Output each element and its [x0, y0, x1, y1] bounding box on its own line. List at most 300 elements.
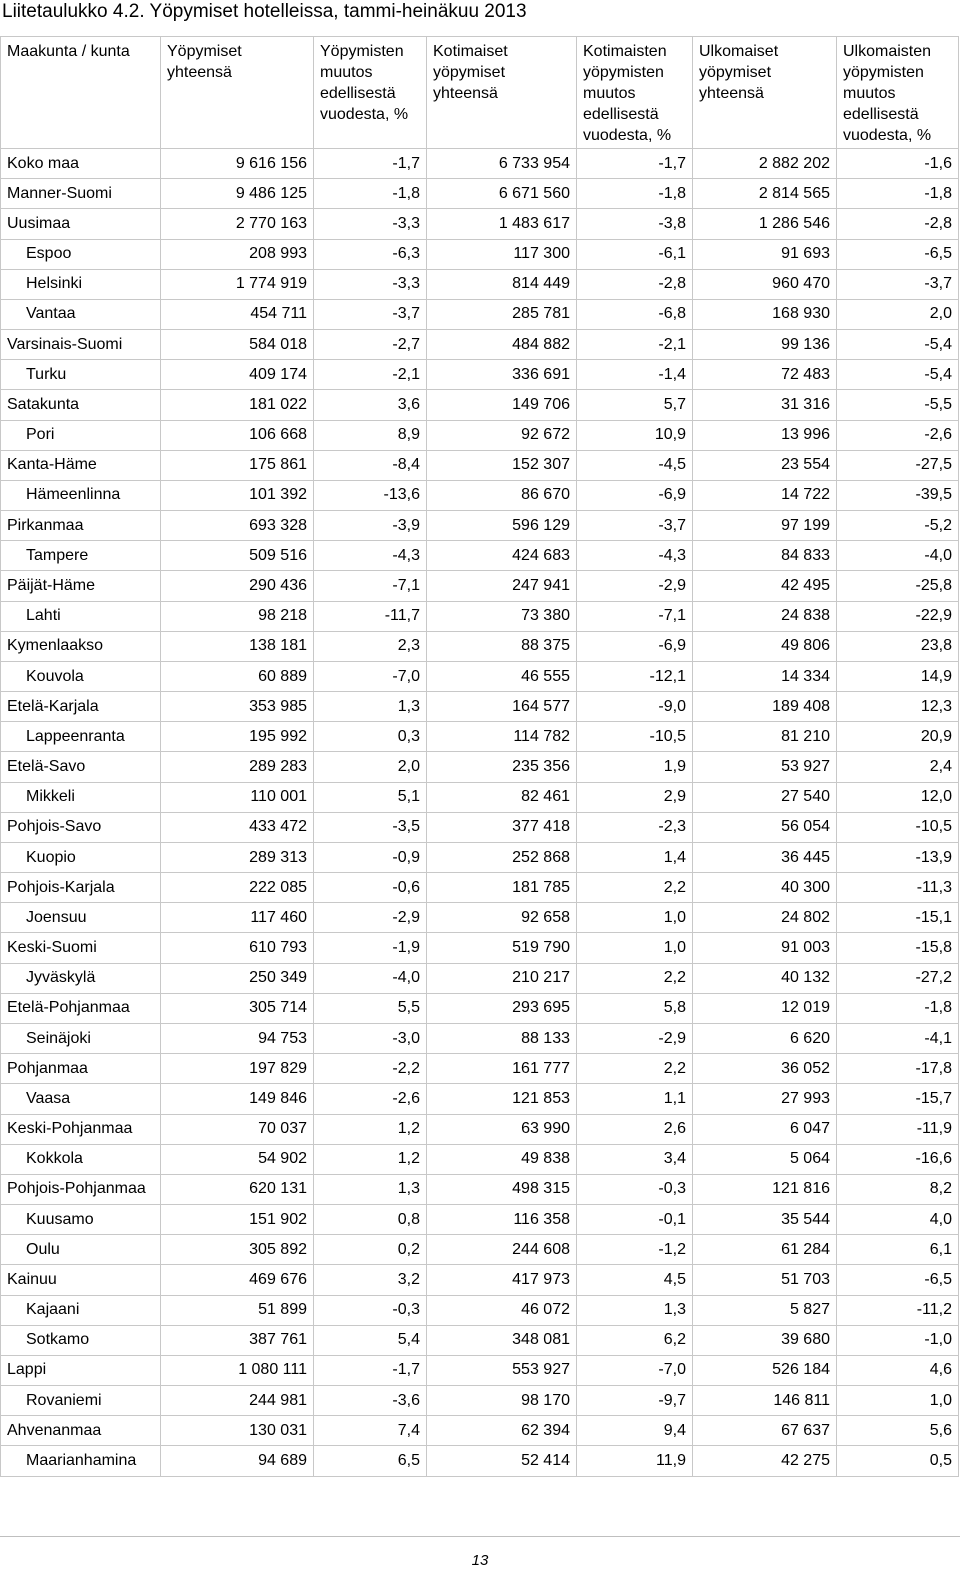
total-change-cell: -2,1 — [314, 360, 427, 390]
foreign-nights-cell: 2 882 202 — [693, 149, 837, 179]
foreign-nights-cell: 67 637 — [693, 1416, 837, 1446]
domestic-nights-cell: 63 990 — [427, 1114, 577, 1144]
region-name-cell: Uusimaa — [1, 209, 161, 239]
foreign-nights-cell: 5 064 — [693, 1144, 837, 1174]
table-row — [1, 1174, 959, 1204]
domestic-change-cell: -1,8 — [577, 179, 693, 209]
domestic-change-cell: -6,1 — [577, 239, 693, 269]
domestic-nights-cell: 62 394 — [427, 1416, 577, 1446]
page-number: 13 — [471, 1552, 489, 1569]
foreign-nights-cell: 40 132 — [693, 963, 837, 993]
table-row — [1, 1295, 959, 1325]
table-row — [1, 390, 959, 420]
foreign-nights-cell: 1 286 546 — [693, 209, 837, 239]
domestic-nights-cell: 336 691 — [427, 360, 577, 390]
domestic-nights-cell: 152 307 — [427, 450, 577, 480]
total-nights-cell: 101 392 — [161, 480, 314, 510]
total-change-cell: -3,0 — [314, 1023, 427, 1053]
domestic-change-cell: -0,3 — [577, 1174, 693, 1204]
foreign-nights-cell: 91 003 — [693, 933, 837, 963]
total-nights-cell: 290 436 — [161, 571, 314, 601]
region-name-cell: Pirkanmaa — [1, 511, 161, 541]
region-name-cell: Tampere — [1, 541, 161, 571]
total-nights-cell: 409 174 — [161, 360, 314, 390]
total-change-cell: -1,9 — [314, 933, 427, 963]
total-nights-cell: 106 668 — [161, 420, 314, 450]
foreign-nights-cell: 146 811 — [693, 1386, 837, 1416]
domestic-nights-cell: 88 375 — [427, 631, 577, 661]
domestic-nights-cell: 348 081 — [427, 1325, 577, 1355]
domestic-change-cell: -1,4 — [577, 360, 693, 390]
domestic-nights-cell: 116 358 — [427, 1205, 577, 1235]
region-name-cell: Etelä-Pohjanmaa — [1, 993, 161, 1023]
total-nights-cell: 130 031 — [161, 1416, 314, 1446]
foreign-change-cell: -3,7 — [837, 269, 959, 299]
total-nights-cell: 289 313 — [161, 842, 314, 872]
domestic-change-cell: 2,9 — [577, 782, 693, 812]
foreign-change-cell: 1,0 — [837, 1386, 959, 1416]
domestic-change-cell: -2,8 — [577, 269, 693, 299]
total-change-cell: -13,6 — [314, 480, 427, 510]
total-nights-cell: 584 018 — [161, 330, 314, 360]
region-name-cell: Lappi — [1, 1355, 161, 1385]
region-name-cell: Kajaani — [1, 1295, 161, 1325]
total-nights-cell: 1 774 919 — [161, 269, 314, 299]
domestic-nights-cell: 49 838 — [427, 1144, 577, 1174]
domestic-change-cell: -2,9 — [577, 571, 693, 601]
table-row — [1, 661, 959, 691]
column-header-total-change: Yöpymisten muutos edellisestä vuodesta, % — [314, 37, 427, 149]
total-nights-cell: 469 676 — [161, 1265, 314, 1295]
total-nights-cell: 51 899 — [161, 1295, 314, 1325]
table-row — [1, 450, 959, 480]
domestic-nights-cell: 92 672 — [427, 420, 577, 450]
total-nights-cell: 305 892 — [161, 1235, 314, 1265]
region-name-cell: Kymenlaakso — [1, 631, 161, 661]
domestic-change-cell: -4,3 — [577, 541, 693, 571]
total-change-cell: -3,5 — [314, 812, 427, 842]
foreign-change-cell: -39,5 — [837, 480, 959, 510]
foreign-nights-cell: 5 827 — [693, 1295, 837, 1325]
foreign-change-cell: -2,8 — [837, 209, 959, 239]
domestic-change-cell: 2,6 — [577, 1114, 693, 1144]
total-nights-cell: 117 460 — [161, 903, 314, 933]
region-name-cell: Lappeenranta — [1, 722, 161, 752]
table-row — [1, 1114, 959, 1144]
domestic-change-cell: -2,3 — [577, 812, 693, 842]
region-name-cell: Lahti — [1, 601, 161, 631]
region-name-cell: Espoo — [1, 239, 161, 269]
domestic-change-cell: -10,5 — [577, 722, 693, 752]
total-change-cell: -0,3 — [314, 1295, 427, 1325]
total-change-cell: -4,0 — [314, 963, 427, 993]
total-nights-cell: 305 714 — [161, 993, 314, 1023]
region-name-cell: Rovaniemi — [1, 1386, 161, 1416]
foreign-change-cell: -5,5 — [837, 390, 959, 420]
domestic-change-cell: -1,2 — [577, 1235, 693, 1265]
table-row — [1, 541, 959, 571]
foreign-nights-cell: 84 833 — [693, 541, 837, 571]
table-row — [1, 1144, 959, 1174]
table-row — [1, 1084, 959, 1114]
foreign-change-cell: -4,1 — [837, 1023, 959, 1053]
region-name-cell: Mikkeli — [1, 782, 161, 812]
region-name-cell: Kokkola — [1, 1144, 161, 1174]
table-row — [1, 1235, 959, 1265]
foreign-change-cell: 5,6 — [837, 1416, 959, 1446]
total-change-cell: -2,9 — [314, 903, 427, 933]
total-nights-cell: 181 022 — [161, 390, 314, 420]
total-nights-cell: 175 861 — [161, 450, 314, 480]
domestic-nights-cell: 117 300 — [427, 239, 577, 269]
foreign-nights-cell: 99 136 — [693, 330, 837, 360]
region-name-cell: Kainuu — [1, 1265, 161, 1295]
region-name-cell: Varsinais-Suomi — [1, 330, 161, 360]
total-change-cell: 1,2 — [314, 1144, 427, 1174]
total-change-cell: 1,3 — [314, 1174, 427, 1204]
total-nights-cell: 289 283 — [161, 752, 314, 782]
total-change-cell: 5,1 — [314, 782, 427, 812]
foreign-nights-cell: 2 814 565 — [693, 179, 837, 209]
foreign-change-cell: -5,4 — [837, 330, 959, 360]
foreign-nights-cell: 121 816 — [693, 1174, 837, 1204]
foreign-change-cell: -13,9 — [837, 842, 959, 872]
domestic-nights-cell: 121 853 — [427, 1084, 577, 1114]
foreign-change-cell: -5,2 — [837, 511, 959, 541]
foreign-change-cell: -27,2 — [837, 963, 959, 993]
region-name-cell: Satakunta — [1, 390, 161, 420]
domestic-change-cell: 11,9 — [577, 1446, 693, 1477]
foreign-change-cell: 2,4 — [837, 752, 959, 782]
table-row — [1, 239, 959, 269]
foreign-nights-cell: 42 495 — [693, 571, 837, 601]
domestic-nights-cell: 235 356 — [427, 752, 577, 782]
foreign-nights-cell: 40 300 — [693, 873, 837, 903]
region-name-cell: Pohjois-Savo — [1, 812, 161, 842]
domestic-nights-cell: 244 608 — [427, 1235, 577, 1265]
table-row — [1, 179, 959, 209]
total-nights-cell: 208 993 — [161, 239, 314, 269]
domestic-change-cell: -1,7 — [577, 149, 693, 179]
domestic-nights-cell: 92 658 — [427, 903, 577, 933]
table-row — [1, 722, 959, 752]
foreign-change-cell: 0,5 — [837, 1446, 959, 1477]
foreign-nights-cell: 24 838 — [693, 601, 837, 631]
region-name-cell: Keski-Pohjanmaa — [1, 1114, 161, 1144]
domestic-change-cell: 1,1 — [577, 1084, 693, 1114]
column-header-region: Maakunta / kunta — [1, 37, 161, 149]
total-nights-cell: 1 080 111 — [161, 1355, 314, 1385]
region-name-cell: Koko maa — [1, 149, 161, 179]
foreign-nights-cell: 56 054 — [693, 812, 837, 842]
region-name-cell: Vaasa — [1, 1084, 161, 1114]
region-name-cell: Manner-Suomi — [1, 179, 161, 209]
foreign-change-cell: -10,5 — [837, 812, 959, 842]
foreign-change-cell: -27,5 — [837, 450, 959, 480]
table-row — [1, 149, 959, 179]
foreign-nights-cell: 97 199 — [693, 511, 837, 541]
column-header-foreign-nights: Ulkomaiset yöpymiset yhteensä — [693, 37, 837, 149]
table-row — [1, 1446, 959, 1477]
total-change-cell: -1,8 — [314, 179, 427, 209]
table-row — [1, 511, 959, 541]
foreign-change-cell: -5,4 — [837, 360, 959, 390]
region-name-cell: Kanta-Häme — [1, 450, 161, 480]
table-row — [1, 269, 959, 299]
foreign-nights-cell: 960 470 — [693, 269, 837, 299]
total-nights-cell: 387 761 — [161, 1325, 314, 1355]
total-change-cell: -11,7 — [314, 601, 427, 631]
domestic-change-cell: 5,8 — [577, 993, 693, 1023]
foreign-nights-cell: 14 334 — [693, 661, 837, 691]
domestic-nights-cell: 161 777 — [427, 1054, 577, 1084]
table-row — [1, 1265, 959, 1295]
total-change-cell: 1,2 — [314, 1114, 427, 1144]
domestic-change-cell: 1,3 — [577, 1295, 693, 1325]
total-nights-cell: 610 793 — [161, 933, 314, 963]
domestic-nights-cell: 417 973 — [427, 1265, 577, 1295]
foreign-change-cell: 2,0 — [837, 299, 959, 329]
foreign-change-cell: -2,6 — [837, 420, 959, 450]
foreign-change-cell: -11,3 — [837, 873, 959, 903]
table-row — [1, 842, 959, 872]
total-change-cell: 7,4 — [314, 1416, 427, 1446]
region-name-cell: Kouvola — [1, 661, 161, 691]
total-nights-cell: 250 349 — [161, 963, 314, 993]
total-nights-cell: 509 516 — [161, 541, 314, 571]
total-change-cell: -1,7 — [314, 1355, 427, 1385]
domestic-nights-cell: 149 706 — [427, 390, 577, 420]
total-change-cell: 6,5 — [314, 1446, 427, 1477]
table-row — [1, 1325, 959, 1355]
domestic-nights-cell: 519 790 — [427, 933, 577, 963]
foreign-nights-cell: 91 693 — [693, 239, 837, 269]
foreign-change-cell: -1,6 — [837, 149, 959, 179]
domestic-change-cell: -3,7 — [577, 511, 693, 541]
domestic-nights-cell: 88 133 — [427, 1023, 577, 1053]
foreign-nights-cell: 81 210 — [693, 722, 837, 752]
total-change-cell: -6,3 — [314, 239, 427, 269]
region-name-cell: Turku — [1, 360, 161, 390]
foreign-change-cell: -1,8 — [837, 179, 959, 209]
domestic-change-cell: 4,5 — [577, 1265, 693, 1295]
domestic-change-cell: 5,7 — [577, 390, 693, 420]
foreign-change-cell: 12,3 — [837, 692, 959, 722]
table-row — [1, 812, 959, 842]
domestic-nights-cell: 73 380 — [427, 601, 577, 631]
domestic-change-cell: -0,1 — [577, 1205, 693, 1235]
total-nights-cell: 433 472 — [161, 812, 314, 842]
table-row — [1, 1205, 959, 1235]
foreign-change-cell: 8,2 — [837, 1174, 959, 1204]
foreign-nights-cell: 526 184 — [693, 1355, 837, 1385]
foreign-change-cell: -6,5 — [837, 1265, 959, 1295]
table-row — [1, 330, 959, 360]
foreign-nights-cell: 6 047 — [693, 1114, 837, 1144]
total-nights-cell: 353 985 — [161, 692, 314, 722]
domestic-change-cell: 6,2 — [577, 1325, 693, 1355]
foreign-nights-cell: 36 052 — [693, 1054, 837, 1084]
total-nights-cell: 110 001 — [161, 782, 314, 812]
foreign-nights-cell: 189 408 — [693, 692, 837, 722]
table-row — [1, 601, 959, 631]
foreign-nights-cell: 49 806 — [693, 631, 837, 661]
domestic-nights-cell: 293 695 — [427, 993, 577, 1023]
foreign-nights-cell: 27 993 — [693, 1084, 837, 1114]
total-nights-cell: 138 181 — [161, 631, 314, 661]
domestic-change-cell: -7,0 — [577, 1355, 693, 1385]
table-header-row — [1, 37, 959, 149]
total-nights-cell: 149 846 — [161, 1084, 314, 1114]
total-nights-cell: 94 689 — [161, 1446, 314, 1477]
region-name-cell: Pori — [1, 420, 161, 450]
region-name-cell: Päijät-Häme — [1, 571, 161, 601]
domestic-nights-cell: 498 315 — [427, 1174, 577, 1204]
total-nights-cell: 151 902 — [161, 1205, 314, 1235]
domestic-nights-cell: 6 671 560 — [427, 179, 577, 209]
total-change-cell: 1,3 — [314, 692, 427, 722]
domestic-nights-cell: 377 418 — [427, 812, 577, 842]
domestic-nights-cell: 6 733 954 — [427, 149, 577, 179]
domestic-change-cell: 2,2 — [577, 873, 693, 903]
domestic-change-cell: -6,9 — [577, 480, 693, 510]
total-nights-cell: 693 328 — [161, 511, 314, 541]
domestic-change-cell: 1,4 — [577, 842, 693, 872]
domestic-nights-cell: 181 785 — [427, 873, 577, 903]
region-name-cell: Kuusamo — [1, 1205, 161, 1235]
domestic-change-cell: -9,0 — [577, 692, 693, 722]
foreign-change-cell: 14,9 — [837, 661, 959, 691]
domestic-change-cell: -4,5 — [577, 450, 693, 480]
domestic-nights-cell: 553 927 — [427, 1355, 577, 1385]
domestic-change-cell: -6,9 — [577, 631, 693, 661]
domestic-change-cell: 1,0 — [577, 933, 693, 963]
region-name-cell: Pohjanmaa — [1, 1054, 161, 1084]
total-nights-cell: 70 037 — [161, 1114, 314, 1144]
foreign-nights-cell: 61 284 — [693, 1235, 837, 1265]
foreign-change-cell: 4,0 — [837, 1205, 959, 1235]
region-name-cell: Sotkamo — [1, 1325, 161, 1355]
domestic-change-cell: 1,0 — [577, 903, 693, 933]
region-name-cell: Seinäjoki — [1, 1023, 161, 1053]
table-row — [1, 782, 959, 812]
region-name-cell: Maarianhamina — [1, 1446, 161, 1477]
foreign-change-cell: -11,2 — [837, 1295, 959, 1325]
foreign-change-cell: -22,9 — [837, 601, 959, 631]
domestic-change-cell: -2,1 — [577, 330, 693, 360]
table-row — [1, 903, 959, 933]
total-change-cell: -1,7 — [314, 149, 427, 179]
table-row — [1, 1023, 959, 1053]
table-row — [1, 631, 959, 661]
table-row — [1, 1355, 959, 1385]
domestic-nights-cell: 82 461 — [427, 782, 577, 812]
region-name-cell: Pohjois-Pohjanmaa — [1, 1174, 161, 1204]
foreign-nights-cell: 6 620 — [693, 1023, 837, 1053]
column-header-foreign-change: Ulkomaisten yöpymisten muutos edellisestä vuodesta, % — [837, 37, 959, 149]
total-change-cell: -3,9 — [314, 511, 427, 541]
foreign-nights-cell: 36 445 — [693, 842, 837, 872]
table-row — [1, 993, 959, 1023]
foreign-nights-cell: 23 554 — [693, 450, 837, 480]
table-row — [1, 571, 959, 601]
domestic-change-cell: -6,8 — [577, 299, 693, 329]
total-change-cell: -3,3 — [314, 269, 427, 299]
table-row — [1, 1386, 959, 1416]
table-row — [1, 752, 959, 782]
total-change-cell: 2,3 — [314, 631, 427, 661]
domestic-change-cell: 2,2 — [577, 963, 693, 993]
region-name-cell: Ahvenanmaa — [1, 1416, 161, 1446]
total-change-cell: -7,0 — [314, 661, 427, 691]
domestic-nights-cell: 252 868 — [427, 842, 577, 872]
foreign-change-cell: -16,6 — [837, 1144, 959, 1174]
domestic-nights-cell: 1 483 617 — [427, 209, 577, 239]
foreign-nights-cell: 31 316 — [693, 390, 837, 420]
foreign-change-cell: 6,1 — [837, 1235, 959, 1265]
foreign-nights-cell: 24 802 — [693, 903, 837, 933]
table-row — [1, 933, 959, 963]
total-nights-cell: 2 770 163 — [161, 209, 314, 239]
domestic-nights-cell: 596 129 — [427, 511, 577, 541]
statistics-table — [0, 36, 959, 1477]
total-change-cell: -3,7 — [314, 299, 427, 329]
domestic-nights-cell: 484 882 — [427, 330, 577, 360]
foreign-change-cell: -17,8 — [837, 1054, 959, 1084]
domestic-nights-cell: 114 782 — [427, 722, 577, 752]
table-row — [1, 299, 959, 329]
foreign-change-cell: -1,8 — [837, 993, 959, 1023]
foreign-change-cell: -11,9 — [837, 1114, 959, 1144]
total-nights-cell: 98 218 — [161, 601, 314, 631]
foreign-nights-cell: 12 019 — [693, 993, 837, 1023]
total-change-cell: -3,6 — [314, 1386, 427, 1416]
domestic-nights-cell: 814 449 — [427, 269, 577, 299]
foreign-nights-cell: 53 927 — [693, 752, 837, 782]
domestic-nights-cell: 46 072 — [427, 1295, 577, 1325]
foreign-nights-cell: 72 483 — [693, 360, 837, 390]
total-change-cell: -0,6 — [314, 873, 427, 903]
total-change-cell: 5,4 — [314, 1325, 427, 1355]
foreign-change-cell: -15,8 — [837, 933, 959, 963]
total-nights-cell: 9 616 156 — [161, 149, 314, 179]
domestic-nights-cell: 86 670 — [427, 480, 577, 510]
domestic-nights-cell: 247 941 — [427, 571, 577, 601]
total-change-cell: -8,4 — [314, 450, 427, 480]
total-change-cell: -3,3 — [314, 209, 427, 239]
domestic-nights-cell: 424 683 — [427, 541, 577, 571]
region-name-cell: Kuopio — [1, 842, 161, 872]
total-change-cell: -2,7 — [314, 330, 427, 360]
total-change-cell: -7,1 — [314, 571, 427, 601]
domestic-change-cell: -7,1 — [577, 601, 693, 631]
domestic-change-cell: -9,7 — [577, 1386, 693, 1416]
foreign-change-cell: -15,7 — [837, 1084, 959, 1114]
region-name-cell: Joensuu — [1, 903, 161, 933]
foreign-nights-cell: 35 544 — [693, 1205, 837, 1235]
total-nights-cell: 454 711 — [161, 299, 314, 329]
total-change-cell: 0,8 — [314, 1205, 427, 1235]
total-nights-cell: 244 981 — [161, 1386, 314, 1416]
footer-divider — [0, 1536, 960, 1537]
region-name-cell: Etelä-Savo — [1, 752, 161, 782]
total-change-cell: 0,2 — [314, 1235, 427, 1265]
foreign-change-cell: 12,0 — [837, 782, 959, 812]
foreign-change-cell: -25,8 — [837, 571, 959, 601]
region-name-cell: Hämeenlinna — [1, 480, 161, 510]
total-change-cell: -2,6 — [314, 1084, 427, 1114]
table-row — [1, 360, 959, 390]
